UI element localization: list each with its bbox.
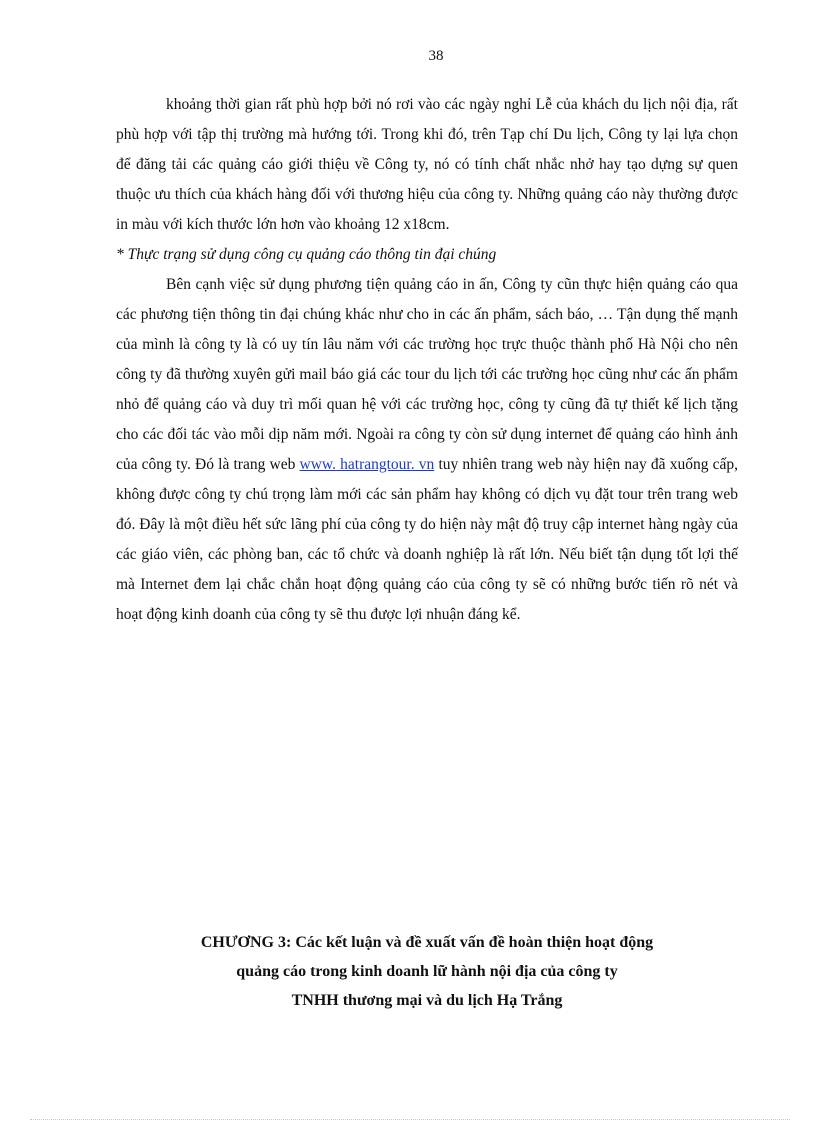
website-link[interactable]: www. hatrangtour. vn [299,456,435,473]
section-subheading: * Thực trạng sử dụng công cụ quảng cáo thông tin đại chúng [116,246,497,263]
paragraph-2-text-after-link: tuy nhiên trang web này hiện nay đã xuống cấp, không được công ty chú trọng làm mới các sản phẩm hay không có dịch vụ đặt tour trên trang web đó. Đây là một điều hết sức lãng phí của công ty do hiện này mật độ truy cập internet hàng ngày của các giáo viên, các phòng ban, các tổ chức và doanh nghiệp là rất lớn. Nếu biết tận dụng tốt lợi thế mà Internet đem lại chắc chắn hoạt động quảng cáo của công ty sẽ có những bước tiến rõ nét và hoạt động kinh doanh của công ty sẽ thu được lợi nhuận đáng kể. [116,456,739,623]
chapter-heading-line-2: quảng cáo trong kinh doanh lữ hành nội địa của công ty [236,963,618,980]
body-text [116,90,738,630]
page-bottom-border [30,1119,790,1120]
paragraph-1: khoảng thời gian rất phù hợp bởi nó rơi vào các ngày nghỉ Lễ của khách du lịch nội địa, rất phù hợp với tập thị trường mà hướng tới. Trong khi đó, trên Tạp chí Du lịch, Công ty lại lựa chọn để đăng tải các quảng cáo giới thiệu về Công ty, nó có tính chất nhắc nhở hay tạo dựng sự quen thuộc ưu thích của khách hàng đối với thương hiệu của công ty. Những quảng cáo này thường được in màu với kích thước lớn hơn vào khoảng 12 x18cm. [116,96,738,233]
chapter-heading-line-1: CHƯƠNG 3: Các kết luận và đề xuất vấn đề hoàn thiện hoạt động [200,934,654,951]
page-number: 38 [428,48,444,64]
paragraph-2 [116,270,738,630]
chapter-heading [116,928,738,1015]
chapter-heading-line-3: TNHH thương mại và du lịch Hạ Trắng [291,992,563,1009]
paragraph-2-text-before-link: Bên cạnh việc sử dụng phương tiện quảng cáo in ấn, Công ty cũn thực hiện quảng cáo qua các phương tiện thông tin đại chúng khác như cho in các ấn phẩm, sách báo, … Tận dụng thế mạnh của mình là công ty là có uy tín lâu năm với các trường học trực thuộc thành phố Hà Nội cho nên công ty đã thường xuyên gửi mail báo giá các tour du lịch tới các trường học cũng như các ấn phẩm nhỏ để quảng cáo và duy trì mối quan hệ với các trường học, công ty cũng đã tự thiết kế lịch tặng cho các đối tác vào mỗi dịp năm mới. Ngoài ra công ty còn sử dụng internet để quảng cáo hình ảnh của công ty. Đó là trang web [116,276,738,473]
